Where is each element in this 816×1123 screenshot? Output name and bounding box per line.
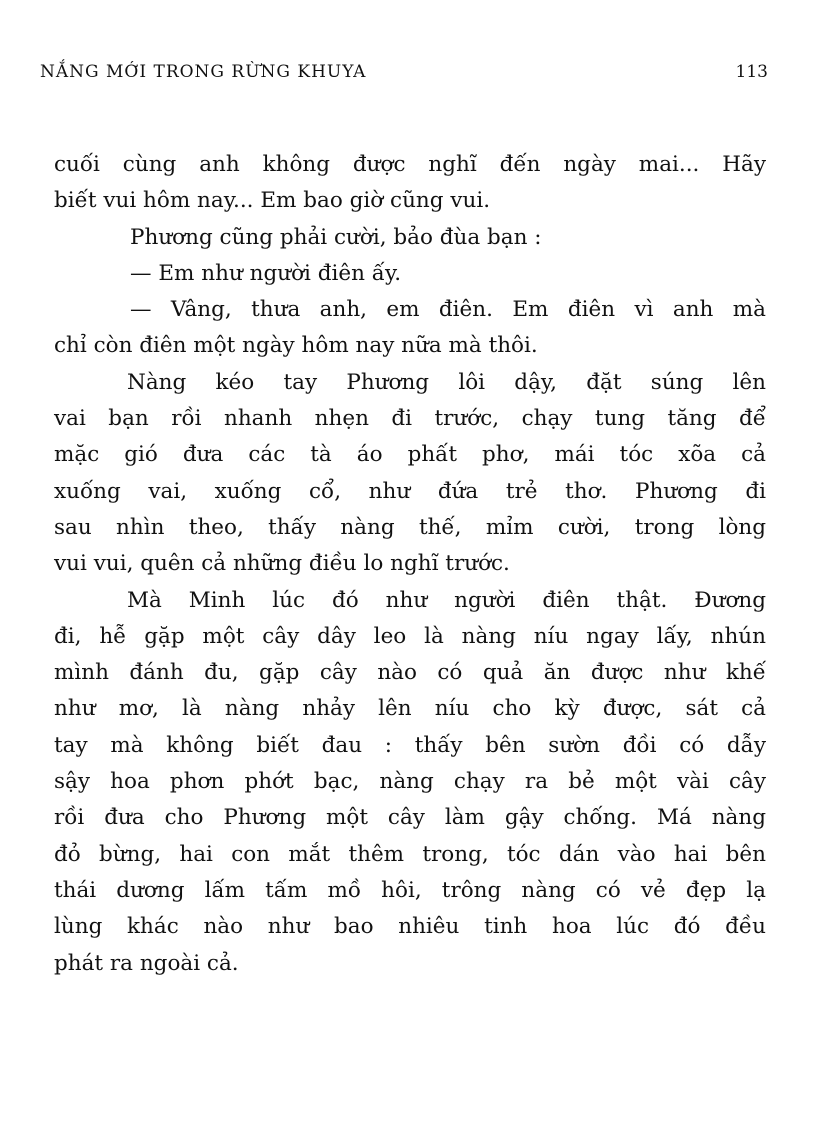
text-line: như mơ, là nàng nhảy lên níu cho kỳ được, sát cả — [54, 696, 766, 722]
text-line: đỏ bừng, hai con mắt thêm trong, tóc dán vào hai bên — [54, 841, 766, 867]
body-text — [54, 147, 766, 982]
text-line: Phương cũng phải cười, bảo đùa bạn : — [130, 224, 542, 250]
text-line: thái dương lấm tấm mồ hôi, trông nàng có vẻ đẹp lạ — [54, 877, 766, 903]
text-line: chỉ còn điên một ngày hôm nay nữa mà thôi. — [54, 333, 538, 359]
page-number: 113 — [735, 62, 768, 82]
text-line: vui vui, quên cả những điều lo nghĩ trước. — [54, 551, 510, 577]
text-line: cuối cùng anh không được nghĩ đến ngày mai... Hãy — [54, 152, 766, 177]
text-line: tay mà không biết đau : thấy bên sườn đồi có dẫy — [54, 732, 766, 758]
text-line: đi, hễ gặp một cây dây leo là nàng níu ngay lấy, nhún — [54, 623, 766, 649]
running-header — [40, 62, 768, 88]
text-line: — Em như người điên ấy. — [130, 260, 402, 286]
text-line: mình đánh đu, gặp cây nào có quả ăn được như khế — [54, 660, 766, 686]
text-line: sau nhìn theo, thấy nàng thế, mỉm cười, trong lòng — [54, 514, 766, 540]
text-line: vai bạn rồi nhanh nhẹn đi trước, chạy tung tăng để — [54, 406, 766, 432]
text-line: Mà Minh lúc đó như người điên thật. Đương — [127, 587, 766, 613]
text-line: Nàng kéo tay Phương lôi dậy, đặt súng lên — [127, 369, 766, 395]
text-line: — Vâng, thưa anh, em điên. Em điên vì anh mà — [130, 297, 766, 323]
text-line: xuống vai, xuống cổ, như đứa trẻ thơ. Phương đi — [54, 478, 766, 504]
running-title: NẮNG MỚI TRONG RỪNG KHUYA — [40, 62, 367, 82]
text-line: phát ra ngoài cả. — [54, 950, 239, 976]
text-line: sậy hoa phơn phớt bạc, nàng chạy ra bẻ một vài cây — [54, 769, 766, 795]
text-line: lùng khác nào như bao nhiêu tinh hoa lúc đó đều — [54, 914, 766, 940]
text-line: biết vui hôm nay... Em bao giờ cũng vui. — [54, 188, 491, 214]
text-line: mặc gió đưa các tà áo phất phơ, mái tóc xõa cả — [54, 442, 766, 468]
text-line: rồi đưa cho Phương một cây làm gậy chống. Má nàng — [54, 805, 766, 831]
